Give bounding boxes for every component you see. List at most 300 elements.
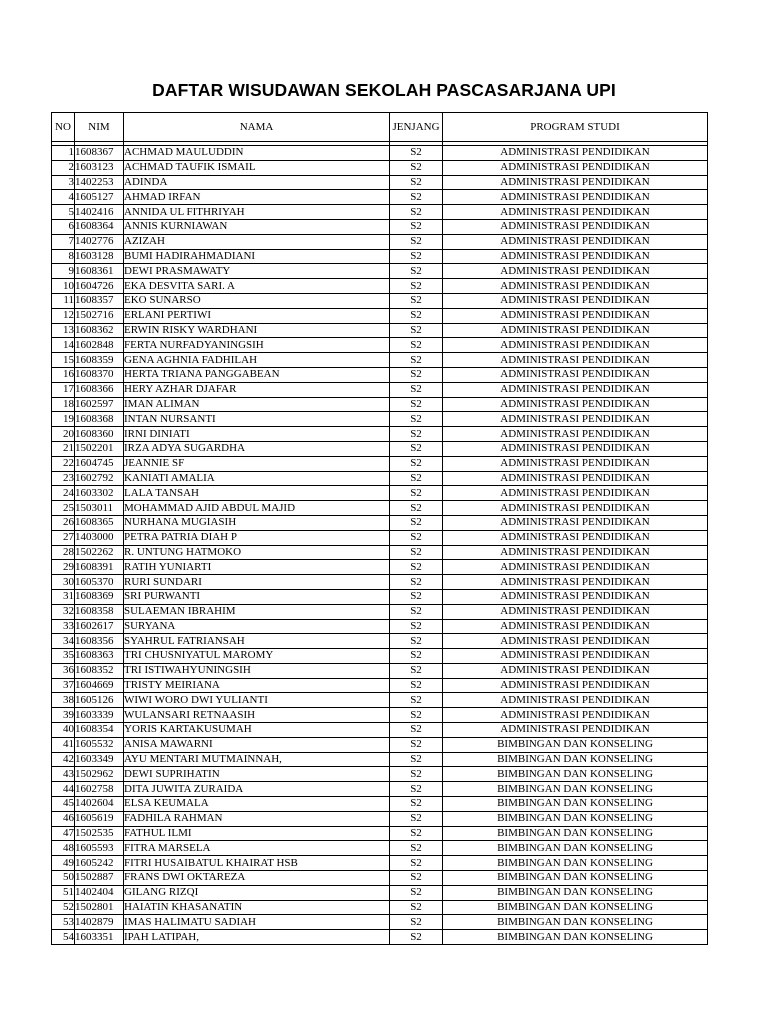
cell-no: 10: [52, 279, 75, 294]
cell-jenjang: S2: [390, 678, 443, 693]
cell-nim: 1602848: [75, 338, 124, 353]
cell-program-studi: ADMINISTRASI PENDIDIKAN: [443, 323, 708, 338]
cell-nim: 1608357: [75, 293, 124, 308]
cell-jenjang: S2: [390, 160, 443, 175]
cell-program-studi: ADMINISTRASI PENDIDIKAN: [443, 604, 708, 619]
cell-no: 34: [52, 634, 75, 649]
cell-no: 31: [52, 589, 75, 604]
cell-jenjang: S2: [390, 649, 443, 664]
cell-nim: 1605619: [75, 811, 124, 826]
cell-no: 26: [52, 515, 75, 530]
cell-no: 47: [52, 826, 75, 841]
cell-no: 6: [52, 219, 75, 234]
cell-jenjang: S2: [390, 604, 443, 619]
cell-no: 36: [52, 663, 75, 678]
table-row: [52, 856, 708, 871]
cell-no: 18: [52, 397, 75, 412]
table-row: [52, 663, 708, 678]
cell-nama: SULAEMAN IBRAHIM: [124, 604, 390, 619]
cell-program-studi: ADMINISTRASI PENDIDIKAN: [443, 412, 708, 427]
cell-jenjang: S2: [390, 530, 443, 545]
cell-jenjang: S2: [390, 338, 443, 353]
table-row: [52, 752, 708, 767]
cell-nama: BUMI HADIRAHMADIANI: [124, 249, 390, 264]
cell-nim: 1602792: [75, 471, 124, 486]
cell-program-studi: ADMINISTRASI PENDIDIKAN: [443, 530, 708, 545]
cell-no: 46: [52, 811, 75, 826]
table-row: [52, 737, 708, 752]
cell-jenjang: S2: [390, 205, 443, 220]
cell-jenjang: S2: [390, 397, 443, 412]
table-row: [52, 826, 708, 841]
cell-no: 20: [52, 427, 75, 442]
table-row: [52, 353, 708, 368]
cell-nama: HERY AZHAR DJAFAR: [124, 382, 390, 397]
cell-no: 22: [52, 456, 75, 471]
cell-jenjang: S2: [390, 353, 443, 368]
cell-program-studi: ADMINISTRASI PENDIDIKAN: [443, 308, 708, 323]
cell-nama: ACHMAD MAULUDDIN: [124, 146, 390, 161]
cell-jenjang: S2: [390, 826, 443, 841]
cell-program-studi: ADMINISTRASI PENDIDIKAN: [443, 471, 708, 486]
table-row: [52, 397, 708, 412]
cell-nama: IMAN ALIMAN: [124, 397, 390, 412]
cell-nama: NURHANA MUGIASIH: [124, 515, 390, 530]
cell-nama: LALA TANSAH: [124, 486, 390, 501]
cell-program-studi: ADMINISTRASI PENDIDIKAN: [443, 545, 708, 560]
cell-nim: 1608391: [75, 560, 124, 575]
cell-program-studi: ADMINISTRASI PENDIDIKAN: [443, 441, 708, 456]
cell-nama: AHMAD IRFAN: [124, 190, 390, 205]
cell-nim: 1608356: [75, 634, 124, 649]
cell-nama: RURI SUNDARI: [124, 575, 390, 590]
cell-jenjang: S2: [390, 264, 443, 279]
cell-jenjang: S2: [390, 708, 443, 723]
cell-nama: IMAS HALIMATU SADIAH: [124, 915, 390, 930]
cell-nama: MOHAMMAD AJID ABDUL MAJID: [124, 501, 390, 516]
cell-nim: 1608358: [75, 604, 124, 619]
cell-no: 16: [52, 367, 75, 382]
cell-program-studi: ADMINISTRASI PENDIDIKAN: [443, 456, 708, 471]
cell-nama: AZIZAH: [124, 234, 390, 249]
cell-nama: SYAHRUL FATRIANSAH: [124, 634, 390, 649]
cell-nama: TRI ISTIWAHYUNINGSIH: [124, 663, 390, 678]
cell-jenjang: S2: [390, 856, 443, 871]
cell-program-studi: ADMINISTRASI PENDIDIKAN: [443, 234, 708, 249]
cell-no: 49: [52, 856, 75, 871]
table-row: [52, 811, 708, 826]
cell-nim: 1602597: [75, 397, 124, 412]
table-row: [52, 308, 708, 323]
cell-program-studi: ADMINISTRASI PENDIDIKAN: [443, 338, 708, 353]
cell-nim: 1603351: [75, 930, 124, 945]
cell-jenjang: S2: [390, 619, 443, 634]
cell-jenjang: S2: [390, 752, 443, 767]
cell-nim: 1605532: [75, 737, 124, 752]
cell-nama: SRI PURWANTI: [124, 589, 390, 604]
cell-nama: JEANNIE SF: [124, 456, 390, 471]
cell-jenjang: S2: [390, 382, 443, 397]
cell-nim: 1502535: [75, 826, 124, 841]
cell-nim: 1608363: [75, 649, 124, 664]
cell-nim: 1608362: [75, 323, 124, 338]
table-row: [52, 885, 708, 900]
cell-no: 42: [52, 752, 75, 767]
cell-no: 17: [52, 382, 75, 397]
table-row: [52, 634, 708, 649]
table-row: [52, 382, 708, 397]
table-header: [52, 113, 708, 142]
cell-nim: 1502716: [75, 308, 124, 323]
cell-jenjang: S2: [390, 175, 443, 190]
table-row: [52, 693, 708, 708]
table-row: [52, 871, 708, 886]
table-row: [52, 412, 708, 427]
cell-nim: 1608367: [75, 146, 124, 161]
cell-program-studi: BIMBINGAN DAN KONSELING: [443, 797, 708, 812]
cell-jenjang: S2: [390, 871, 443, 886]
table-row: [52, 708, 708, 723]
cell-nim: 1402404: [75, 885, 124, 900]
graduates-table: [51, 112, 708, 945]
cell-jenjang: S2: [390, 427, 443, 442]
column-header-nama: NAMA: [124, 113, 390, 142]
table-row: [52, 515, 708, 530]
cell-nama: ERWIN RISKY WARDHANI: [124, 323, 390, 338]
cell-nim: 1608354: [75, 723, 124, 738]
cell-program-studi: ADMINISTRASI PENDIDIKAN: [443, 367, 708, 382]
cell-jenjang: S2: [390, 634, 443, 649]
cell-nama: WIWI WORO DWI YULIANTI: [124, 693, 390, 708]
cell-jenjang: S2: [390, 915, 443, 930]
cell-nim: 1602617: [75, 619, 124, 634]
cell-nim: 1608369: [75, 589, 124, 604]
cell-nama: ADINDA: [124, 175, 390, 190]
table-row: [52, 234, 708, 249]
table-row: [52, 249, 708, 264]
cell-no: 39: [52, 708, 75, 723]
cell-nama: FERTA NURFADYANINGSIH: [124, 338, 390, 353]
cell-no: 54: [52, 930, 75, 945]
cell-nama: IRNI DINIATI: [124, 427, 390, 442]
cell-nim: 1502962: [75, 767, 124, 782]
cell-no: 9: [52, 264, 75, 279]
cell-nama: ANNIS KURNIAWAN: [124, 219, 390, 234]
cell-no: 37: [52, 678, 75, 693]
cell-nim: 1608365: [75, 515, 124, 530]
cell-nama: AYU MENTARI MUTMAINNAH,: [124, 752, 390, 767]
cell-program-studi: ADMINISTRASI PENDIDIKAN: [443, 634, 708, 649]
table-row: [52, 441, 708, 456]
cell-nim: 1604726: [75, 279, 124, 294]
cell-no: 12: [52, 308, 75, 323]
table-row: [52, 205, 708, 220]
cell-jenjang: S2: [390, 146, 443, 161]
cell-nim: 1603349: [75, 752, 124, 767]
table-row: [52, 797, 708, 812]
cell-nama: R. UNTUNG HATMOKO: [124, 545, 390, 560]
cell-jenjang: S2: [390, 293, 443, 308]
cell-program-studi: ADMINISTRASI PENDIDIKAN: [443, 708, 708, 723]
cell-no: 30: [52, 575, 75, 590]
cell-no: 4: [52, 190, 75, 205]
cell-program-studi: BIMBINGAN DAN KONSELING: [443, 915, 708, 930]
cell-nama: FRANS DWI OKTAREZA: [124, 871, 390, 886]
cell-jenjang: S2: [390, 575, 443, 590]
cell-nama: ANISA MAWARNI: [124, 737, 390, 752]
cell-nim: 1605242: [75, 856, 124, 871]
cell-no: 23: [52, 471, 75, 486]
cell-jenjang: S2: [390, 249, 443, 264]
cell-program-studi: ADMINISTRASI PENDIDIKAN: [443, 649, 708, 664]
cell-nim: 1605370: [75, 575, 124, 590]
cell-program-studi: BIMBINGAN DAN KONSELING: [443, 811, 708, 826]
cell-nama: FITRA MARSELA: [124, 841, 390, 856]
cell-no: 11: [52, 293, 75, 308]
table-row: [52, 767, 708, 782]
cell-no: 29: [52, 560, 75, 575]
cell-nim: 1503011: [75, 501, 124, 516]
cell-jenjang: S2: [390, 471, 443, 486]
cell-jenjang: S2: [390, 545, 443, 560]
table-row: [52, 471, 708, 486]
cell-nim: 1608366: [75, 382, 124, 397]
cell-jenjang: S2: [390, 782, 443, 797]
cell-no: 35: [52, 649, 75, 664]
cell-no: 21: [52, 441, 75, 456]
cell-no: 40: [52, 723, 75, 738]
cell-nama: FITRI HUSAIBATUL KHAIRAT HSB: [124, 856, 390, 871]
table-row: [52, 264, 708, 279]
cell-nama: FATHUL ILMI: [124, 826, 390, 841]
cell-program-studi: ADMINISTRASI PENDIDIKAN: [443, 160, 708, 175]
cell-nim: 1603128: [75, 249, 124, 264]
cell-program-studi: BIMBINGAN DAN KONSELING: [443, 737, 708, 752]
cell-nim: 1402879: [75, 915, 124, 930]
cell-program-studi: ADMINISTRASI PENDIDIKAN: [443, 619, 708, 634]
cell-nim: 1604745: [75, 456, 124, 471]
cell-no: 14: [52, 338, 75, 353]
cell-nim: 1603123: [75, 160, 124, 175]
cell-no: 1: [52, 146, 75, 161]
cell-jenjang: S2: [390, 190, 443, 205]
cell-no: 28: [52, 545, 75, 560]
header-row: [52, 113, 708, 142]
cell-no: 53: [52, 915, 75, 930]
cell-no: 7: [52, 234, 75, 249]
cell-program-studi: BIMBINGAN DAN KONSELING: [443, 856, 708, 871]
cell-program-studi: ADMINISTRASI PENDIDIKAN: [443, 146, 708, 161]
cell-nim: 1608359: [75, 353, 124, 368]
cell-no: 45: [52, 797, 75, 812]
cell-no: 33: [52, 619, 75, 634]
cell-nama: ERLANI PERTIWI: [124, 308, 390, 323]
cell-nim: 1502201: [75, 441, 124, 456]
cell-program-studi: BIMBINGAN DAN KONSELING: [443, 826, 708, 841]
cell-jenjang: S2: [390, 811, 443, 826]
cell-no: 24: [52, 486, 75, 501]
cell-program-studi: ADMINISTRASI PENDIDIKAN: [443, 382, 708, 397]
table-row: [52, 456, 708, 471]
cell-no: 2: [52, 160, 75, 175]
cell-nama: EKA DESVITA SARI. A: [124, 279, 390, 294]
cell-nim: 1608364: [75, 219, 124, 234]
table-row: [52, 782, 708, 797]
cell-no: 32: [52, 604, 75, 619]
cell-no: 19: [52, 412, 75, 427]
table-row: [52, 678, 708, 693]
cell-nim: 1608368: [75, 412, 124, 427]
cell-program-studi: BIMBINGAN DAN KONSELING: [443, 900, 708, 915]
cell-nama: DITA JUWITA ZURAIDA: [124, 782, 390, 797]
table-row: [52, 190, 708, 205]
cell-jenjang: S2: [390, 234, 443, 249]
cell-no: 38: [52, 693, 75, 708]
cell-program-studi: ADMINISTRASI PENDIDIKAN: [443, 175, 708, 190]
cell-jenjang: S2: [390, 930, 443, 945]
cell-jenjang: S2: [390, 279, 443, 294]
cell-program-studi: ADMINISTRASI PENDIDIKAN: [443, 427, 708, 442]
cell-program-studi: BIMBINGAN DAN KONSELING: [443, 782, 708, 797]
table-row: [52, 900, 708, 915]
cell-nama: DEWI SUPRIHATIN: [124, 767, 390, 782]
cell-nama: KANIATI AMALIA: [124, 471, 390, 486]
table-row: [52, 841, 708, 856]
cell-program-studi: BIMBINGAN DAN KONSELING: [443, 841, 708, 856]
table-row: [52, 279, 708, 294]
table-row: [52, 649, 708, 664]
table-row: [52, 930, 708, 945]
table-row: [52, 427, 708, 442]
cell-no: 25: [52, 501, 75, 516]
column-header-jenjang: JENJANG: [390, 113, 443, 142]
column-header-program-studi: PROGRAM STUDI: [443, 113, 708, 142]
cell-nim: 1402416: [75, 205, 124, 220]
cell-nim: 1605126: [75, 693, 124, 708]
cell-jenjang: S2: [390, 323, 443, 338]
cell-nim: 1402604: [75, 797, 124, 812]
cell-no: 48: [52, 841, 75, 856]
cell-jenjang: S2: [390, 737, 443, 752]
cell-no: 8: [52, 249, 75, 264]
cell-nim: 1608370: [75, 367, 124, 382]
table-row: [52, 146, 708, 161]
cell-jenjang: S2: [390, 560, 443, 575]
column-header-no: NO: [52, 113, 75, 142]
cell-nama: DEWI PRASMAWATY: [124, 264, 390, 279]
table-row: [52, 486, 708, 501]
cell-jenjang: S2: [390, 693, 443, 708]
cell-nama: TRISTY MEIRIANA: [124, 678, 390, 693]
cell-program-studi: ADMINISTRASI PENDIDIKAN: [443, 219, 708, 234]
cell-jenjang: S2: [390, 515, 443, 530]
cell-nim: 1402776: [75, 234, 124, 249]
table-row: [52, 501, 708, 516]
cell-nim: 1605593: [75, 841, 124, 856]
cell-no: 43: [52, 767, 75, 782]
cell-program-studi: ADMINISTRASI PENDIDIKAN: [443, 678, 708, 693]
cell-no: 52: [52, 900, 75, 915]
table-row: [52, 619, 708, 634]
table-row: [52, 160, 708, 175]
cell-program-studi: BIMBINGAN DAN KONSELING: [443, 930, 708, 945]
cell-nama: TRI CHUSNIYATUL MAROMY: [124, 649, 390, 664]
table-row: [52, 530, 708, 545]
table-row: [52, 338, 708, 353]
cell-program-studi: ADMINISTRASI PENDIDIKAN: [443, 589, 708, 604]
table-row: [52, 560, 708, 575]
cell-nim: 1605127: [75, 190, 124, 205]
cell-nama: IRZA ADYA SUGARDHA: [124, 441, 390, 456]
table-row: [52, 323, 708, 338]
cell-nim: 1608361: [75, 264, 124, 279]
table-row: [52, 545, 708, 560]
cell-nama: PETRA PATRIA DIAH P: [124, 530, 390, 545]
cell-jenjang: S2: [390, 308, 443, 323]
cell-nim: 1603302: [75, 486, 124, 501]
cell-jenjang: S2: [390, 663, 443, 678]
table-row: [52, 915, 708, 930]
cell-nim: 1402253: [75, 175, 124, 190]
cell-nama: HERTA TRIANA PANGGABEAN: [124, 367, 390, 382]
table-row: [52, 589, 708, 604]
cell-program-studi: BIMBINGAN DAN KONSELING: [443, 767, 708, 782]
column-header-nim: NIM: [75, 113, 124, 142]
cell-no: 41: [52, 737, 75, 752]
cell-nim: 1608352: [75, 663, 124, 678]
cell-no: 27: [52, 530, 75, 545]
cell-program-studi: ADMINISTRASI PENDIDIKAN: [443, 515, 708, 530]
table-row: [52, 575, 708, 590]
cell-no: 13: [52, 323, 75, 338]
cell-nama: INTAN NURSANTI: [124, 412, 390, 427]
cell-jenjang: S2: [390, 767, 443, 782]
cell-jenjang: S2: [390, 501, 443, 516]
table-row: [52, 219, 708, 234]
cell-nama: YORIS KARTAKUSUMAH: [124, 723, 390, 738]
cell-nim: 1403000: [75, 530, 124, 545]
cell-jenjang: S2: [390, 486, 443, 501]
cell-jenjang: S2: [390, 412, 443, 427]
cell-program-studi: ADMINISTRASI PENDIDIKAN: [443, 486, 708, 501]
cell-jenjang: S2: [390, 456, 443, 471]
cell-jenjang: S2: [390, 367, 443, 382]
cell-jenjang: S2: [390, 219, 443, 234]
cell-nim: 1604669: [75, 678, 124, 693]
cell-program-studi: BIMBINGAN DAN KONSELING: [443, 871, 708, 886]
cell-nama: ANNIDA UL FITHRIYAH: [124, 205, 390, 220]
table-body: [52, 142, 708, 945]
cell-nama: HAIATIN KHASANATIN: [124, 900, 390, 915]
cell-no: 51: [52, 885, 75, 900]
cell-nim: 1502801: [75, 900, 124, 915]
cell-program-studi: ADMINISTRASI PENDIDIKAN: [443, 205, 708, 220]
cell-program-studi: ADMINISTRASI PENDIDIKAN: [443, 293, 708, 308]
cell-program-studi: ADMINISTRASI PENDIDIKAN: [443, 560, 708, 575]
cell-program-studi: ADMINISTRASI PENDIDIKAN: [443, 663, 708, 678]
cell-program-studi: ADMINISTRASI PENDIDIKAN: [443, 264, 708, 279]
cell-nama: WULANSARI RETNAASIH: [124, 708, 390, 723]
cell-nama: ACHMAD TAUFIK ISMAIL: [124, 160, 390, 175]
cell-program-studi: ADMINISTRASI PENDIDIKAN: [443, 723, 708, 738]
cell-nama: GENA AGHNIA FADHILAH: [124, 353, 390, 368]
cell-jenjang: S2: [390, 900, 443, 915]
cell-nama: EKO SUNARSO: [124, 293, 390, 308]
cell-no: 50: [52, 871, 75, 886]
table-row: [52, 604, 708, 619]
cell-nama: FADHILA RAHMAN: [124, 811, 390, 826]
cell-program-studi: ADMINISTRASI PENDIDIKAN: [443, 575, 708, 590]
